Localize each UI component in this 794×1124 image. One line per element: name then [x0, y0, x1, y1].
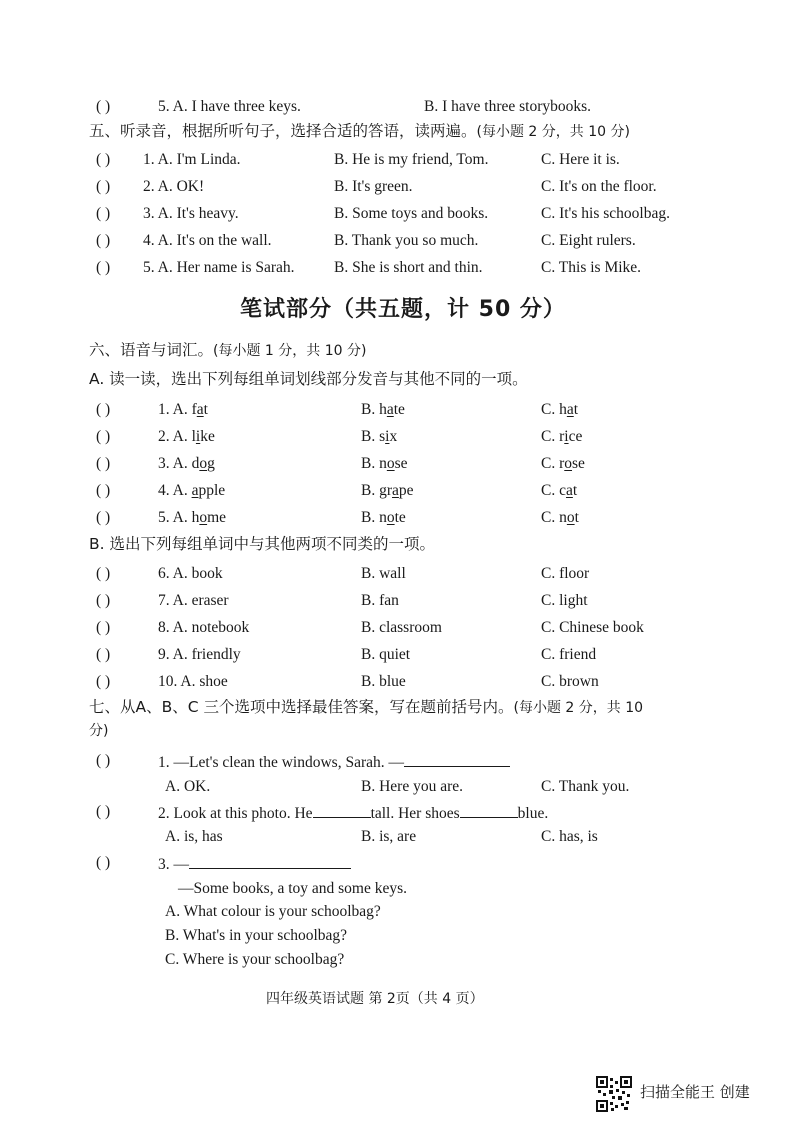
- answer-blank[interactable]: [189, 855, 351, 869]
- option-c: C. Thank you.: [541, 778, 630, 795]
- answer-paren[interactable]: ( ): [96, 205, 111, 222]
- question-stem: 1. —Let's clean the windows, Sarah. —: [158, 753, 510, 771]
- option-c: C. It's his schoolbag.: [541, 205, 670, 222]
- section-6-part-a-instruction: A. 读一读，选出下列每组单词划线部分发音与其他不同的一项。: [89, 370, 528, 388]
- section-7-heading-continued: 分): [89, 723, 109, 739]
- option-c: C. It's on the floor.: [541, 178, 657, 195]
- option-a: 8. A. notebook: [158, 619, 250, 636]
- option-c: C. floor: [541, 565, 590, 582]
- option-a: 2. A. OK!: [143, 178, 205, 195]
- option-c: C. Chinese book: [541, 619, 644, 636]
- option-a: 5. A. I have three keys.: [158, 98, 301, 115]
- option-c: C. brown: [541, 673, 599, 690]
- option-b: B. He is my friend, Tom.: [334, 151, 489, 168]
- option-a: A. is, has: [165, 828, 223, 845]
- option-b: B. classroom: [361, 619, 442, 636]
- answer-blank[interactable]: [404, 753, 510, 767]
- option-b: B. I have three storybooks.: [424, 98, 592, 115]
- option-b: B. She is short and thin.: [334, 259, 483, 276]
- written-part-title: 笔试部分（共五题，计 50 分）: [240, 297, 566, 322]
- option-b: B. hate: [361, 401, 405, 418]
- option-a: 1. A. fat: [158, 401, 208, 418]
- section-7-heading: 七、从A、B、C 三个选项中选择最佳答案，写在题前括号内。(每小题 2 分，共 10: [89, 698, 644, 716]
- option-c: C. not: [541, 509, 579, 526]
- option-a: 1. A. I'm Linda.: [143, 151, 241, 168]
- option-a: 3. A. dog: [158, 455, 215, 472]
- answer-paren[interactable]: ( ): [96, 673, 111, 690]
- question-stem: 2. Look at this photo. He tall. Her shoes blue.: [158, 805, 549, 822]
- answer-paren[interactable]: ( ): [96, 646, 111, 663]
- answer-paren[interactable]: ( ): [96, 428, 111, 445]
- option-a: 4. A. apple: [158, 482, 226, 499]
- answer-paren[interactable]: ( ): [96, 455, 111, 472]
- option-a: 5. A. Her name is Sarah.: [143, 259, 295, 276]
- section-6-heading: 六、语音与词汇。(每小题 1 分，共 10 分): [89, 341, 367, 359]
- option-b: B. Thank you so much.: [334, 232, 479, 249]
- option-b: B. grape: [361, 482, 414, 499]
- option-a: 10. A. shoe: [158, 673, 228, 690]
- option-c: C. has, is: [541, 828, 598, 845]
- option-a: 7. A. eraser: [158, 592, 229, 609]
- section-6-part-b-instruction: B. 选出下列每组单词中与其他两项不同类的一项。: [89, 535, 435, 553]
- option-b: B. fan: [361, 592, 399, 609]
- option-b: B. note: [361, 509, 406, 526]
- answer-paren[interactable]: ( ): [96, 509, 111, 526]
- option-a: 9. A. friendly: [158, 646, 241, 663]
- option-a: 6. A. book: [158, 565, 223, 582]
- section-5-heading: 五、听录音，根据所听句子，选择合适的答语，读两遍。(每小题 2 分，共 10 分): [89, 122, 630, 140]
- answer-paren[interactable]: ( ): [96, 98, 111, 115]
- answer-blank[interactable]: [313, 804, 371, 818]
- answer-paren[interactable]: ( ): [96, 482, 111, 499]
- option-b: B. It's green.: [334, 178, 413, 195]
- option-b: B. Some toys and books.: [334, 205, 489, 222]
- answer-paren[interactable]: ( ): [96, 178, 111, 195]
- option-c: C. hat: [541, 401, 579, 418]
- option-b: B. wall: [361, 565, 406, 582]
- option-c: C. Here it is.: [541, 151, 620, 168]
- answer-paren[interactable]: ( ): [96, 565, 111, 582]
- answer-paren[interactable]: ( ): [96, 401, 111, 418]
- scanner-watermark: 扫描全能王 创建: [640, 1083, 750, 1101]
- option-a: A. What colour is your schoolbag?: [165, 903, 381, 920]
- qr-code-icon: [596, 1076, 632, 1112]
- answer-paren[interactable]: ( ): [96, 619, 111, 636]
- answer-blank[interactable]: [460, 804, 518, 818]
- option-a: 5. A. home: [158, 509, 227, 526]
- option-c: C. Where is your schoolbag?: [165, 951, 345, 968]
- answer-paren[interactable]: ( ): [96, 592, 111, 609]
- dialogue-answer: —Some books, a toy and some keys.: [178, 880, 408, 897]
- question-stem: 3. —: [158, 855, 351, 873]
- option-b: B. is, are: [361, 828, 417, 845]
- answer-paren[interactable]: ( ): [96, 232, 111, 249]
- answer-paren[interactable]: ( ): [96, 752, 111, 769]
- page-footer: 四年级英语试题 第 2页（共 4 页）: [266, 991, 484, 1007]
- option-a: 2. A. like: [158, 428, 215, 445]
- option-c: C. rice: [541, 428, 583, 445]
- option-c: C. This is Mike.: [541, 259, 642, 276]
- option-a: 3. A. It's heavy.: [143, 205, 239, 222]
- option-c: C. Eight rulers.: [541, 232, 636, 249]
- option-c: C. light: [541, 592, 588, 609]
- option-a: A. OK.: [165, 778, 211, 795]
- answer-paren[interactable]: ( ): [96, 854, 111, 871]
- option-a: 4. A. It's on the wall.: [143, 232, 272, 249]
- option-b: B. nose: [361, 455, 408, 472]
- option-b: B. Here you are.: [361, 778, 463, 795]
- option-b: B. blue: [361, 673, 406, 690]
- option-c: C. cat: [541, 482, 578, 499]
- option-b: B. six: [361, 428, 398, 445]
- option-c: C. friend: [541, 646, 597, 663]
- option-c: C. rose: [541, 455, 585, 472]
- answer-paren[interactable]: ( ): [96, 259, 111, 276]
- option-b: B. What's in your schoolbag?: [165, 927, 348, 944]
- answer-paren[interactable]: ( ): [96, 151, 111, 168]
- option-b: B. quiet: [361, 646, 411, 663]
- answer-paren[interactable]: ( ): [96, 803, 111, 820]
